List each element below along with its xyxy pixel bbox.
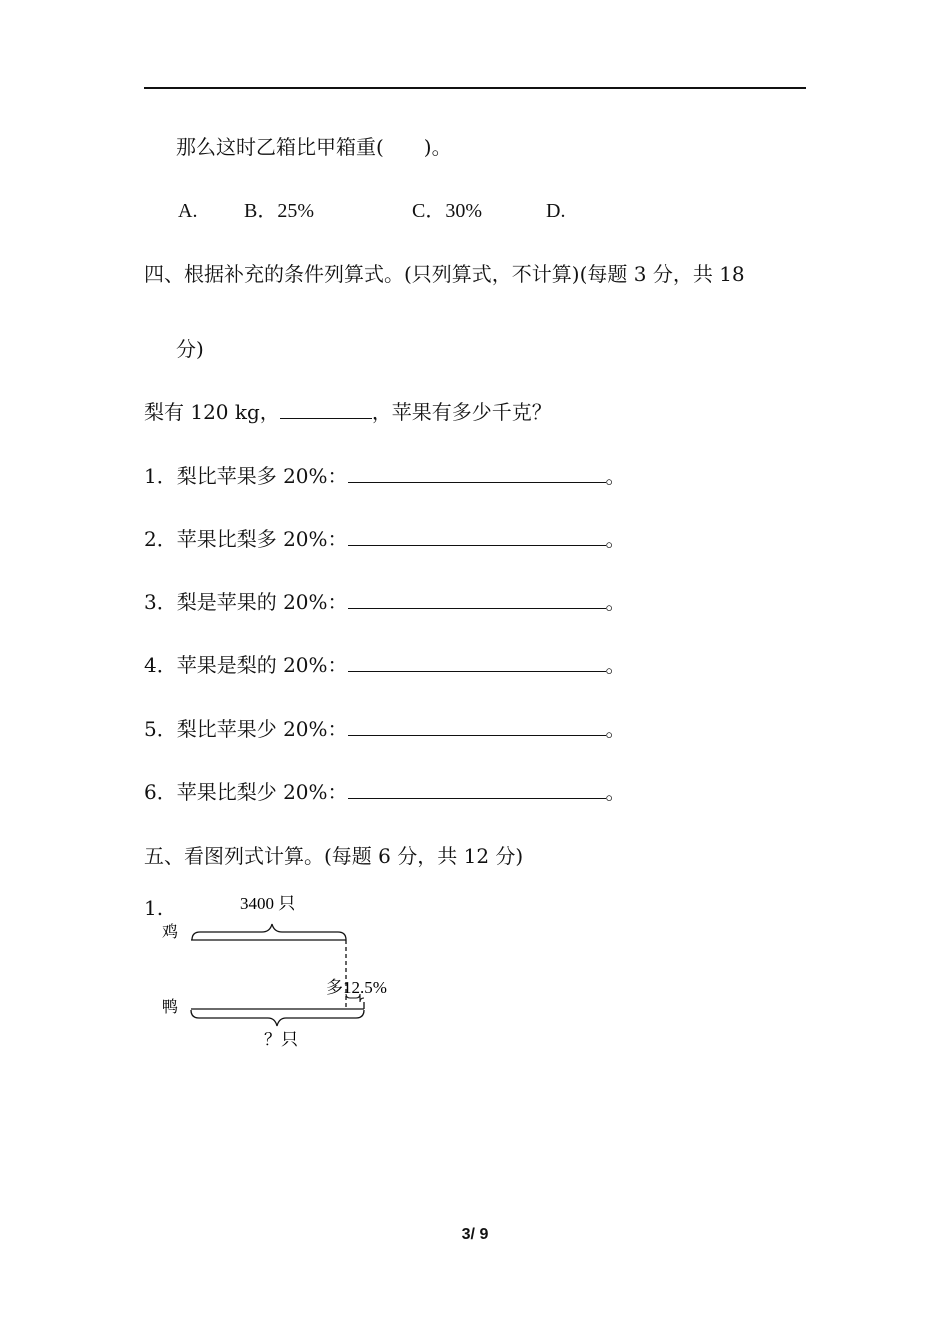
answer-blank[interactable] [348, 778, 606, 799]
bottom-label: ？只 [264, 1030, 298, 1049]
item-end: 。 [605, 717, 626, 741]
item-end: 。 [605, 653, 626, 677]
list-item [144, 651, 626, 679]
stem-prefix: 梨有 120 kg， [144, 400, 280, 424]
list-item [144, 778, 626, 806]
item-end: 。 [605, 590, 626, 614]
answer-blank[interactable] [348, 651, 606, 672]
item-label: 2．苹果比梨多 20%： [144, 527, 348, 551]
section4-heading: 四、根据补充的条件列算式。(只列算式，不计算)(每题 3 分，共 18 [144, 262, 745, 286]
chicken-label: 鸡 [162, 924, 179, 941]
option-c: C．30% [412, 200, 482, 222]
item-label: 6．苹果比梨少 20%： [144, 780, 348, 804]
item-end: 。 [605, 464, 626, 488]
bottom-brace [191, 1010, 364, 1026]
section4-heading-cont: 分) [176, 337, 204, 361]
header-rule [144, 87, 806, 89]
item-end: 。 [605, 527, 626, 551]
duck-label: 鸭 [162, 999, 179, 1016]
item-label: 4．苹果是梨的 20%： [144, 653, 348, 677]
answer-blank[interactable] [348, 462, 606, 483]
option-d: D. [546, 200, 566, 222]
stem-blank[interactable] [280, 398, 372, 419]
item-label: 3．梨是苹果的 20%： [144, 590, 348, 614]
answer-blank[interactable] [348, 525, 606, 546]
stem-suffix: ，苹果有多少千克？ [371, 400, 552, 424]
option-b: B．25% [244, 200, 314, 222]
top-label: 3400 只 [240, 894, 296, 913]
line-segment-diagram [144, 888, 444, 1058]
item-label: 1．梨比苹果多 20%： [144, 464, 348, 488]
section4-stem [144, 398, 552, 426]
section5-heading: 五、看图列式计算。(每题 6 分，共 12 分) [144, 844, 524, 868]
list-item [144, 588, 626, 616]
item-end: 。 [605, 780, 626, 804]
answer-blank[interactable] [348, 715, 606, 736]
list-item [144, 525, 626, 553]
extra-label: 多12.5% [326, 978, 387, 997]
question-continuation: 那么这时乙箱比甲箱重( )。 [176, 135, 452, 159]
item-label: 5．梨比苹果少 20%： [144, 717, 348, 741]
list-item [144, 462, 626, 490]
top-brace [192, 924, 346, 940]
list-item [144, 715, 626, 743]
answer-blank[interactable] [348, 588, 606, 609]
page-number: 3/ 9 [461, 1226, 489, 1243]
item1-number: 1. [144, 896, 164, 920]
option-a: A. [178, 200, 198, 222]
